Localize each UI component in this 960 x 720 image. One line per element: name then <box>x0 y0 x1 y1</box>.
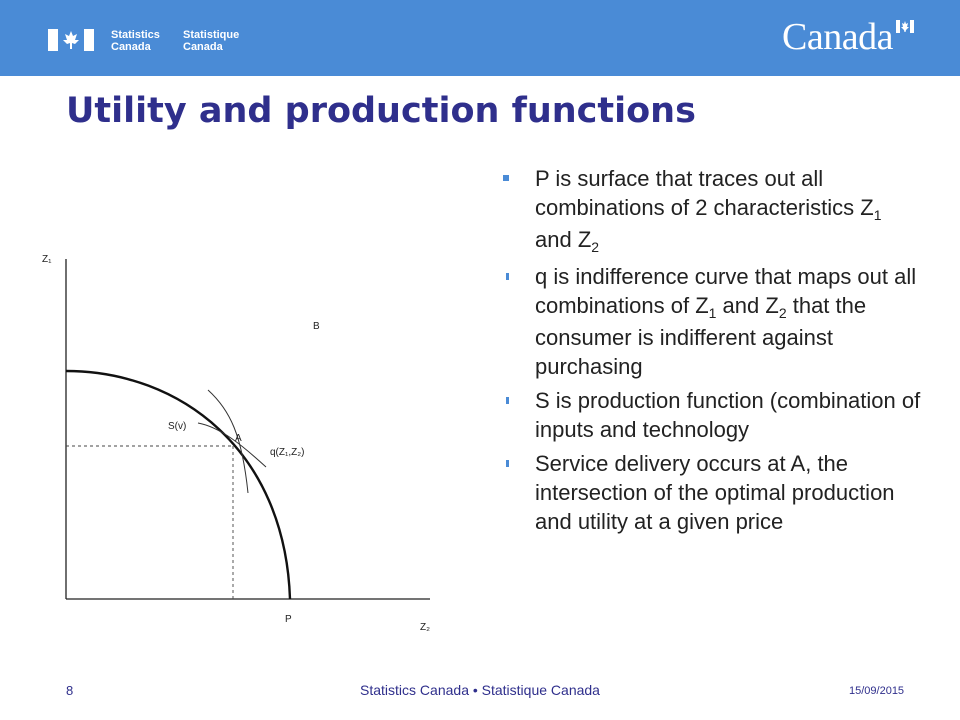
agency-fr-line-2: Canada <box>183 41 223 53</box>
bullet-marker-icon <box>506 273 509 280</box>
bullet-marker-icon <box>506 460 509 467</box>
subscript: 2 <box>591 239 600 255</box>
bullet-item <box>503 262 923 381</box>
subscript: 2 <box>778 305 787 321</box>
bullet-marker-icon <box>506 397 509 404</box>
bullet-text: P is surface that traces out all combinations of 2 characteristics Z <box>535 166 874 220</box>
bullet-text: Service delivery occurs at A, the intersection of the optimal production and utility at a given price <box>535 451 895 534</box>
slide-title: Utility and production functions <box>66 91 696 131</box>
point-b-label: B <box>313 321 320 332</box>
point-p-label: P <box>285 614 292 625</box>
bullet-text: S is production function (combination of inputs and technology <box>535 388 921 442</box>
bullet-text: that the consumer is indifferent against purchasing <box>535 293 867 379</box>
canada-wordmark <box>782 14 893 60</box>
canada-flag-icon <box>48 29 94 51</box>
bullet-text: and Z <box>535 227 592 252</box>
header-bar <box>0 0 960 76</box>
bullet-text: q is indifference curve that maps out all combinations of Z <box>535 264 917 318</box>
agency-fr-line-1: Statistique <box>183 29 240 41</box>
x-axis-label: Z₂ <box>420 622 430 633</box>
y-axis-label: Z₁ <box>42 254 52 265</box>
s-curve-label: S(v) <box>168 421 187 432</box>
wordmark-flag-icon <box>896 20 914 33</box>
production-function-s <box>208 390 248 493</box>
point-a-label: A <box>235 433 242 444</box>
bullet-text: and Z <box>716 293 779 318</box>
agency-en-line-2: Canada <box>111 41 151 53</box>
footer-date: 15/09/2015 <box>849 685 905 697</box>
wordmark-text: Canad <box>782 16 877 58</box>
indifference-curve-q <box>198 423 266 467</box>
subscript: 1 <box>708 305 717 321</box>
q-curve-label: q(Z₁,Z₂) <box>270 447 305 458</box>
bullet-item <box>503 386 923 444</box>
agency-en-line-1: Statistics <box>111 29 160 41</box>
subscript: 1 <box>873 207 882 223</box>
production-surface-p <box>66 371 290 599</box>
bullet-item <box>503 164 923 257</box>
bullet-list <box>503 164 923 541</box>
bullet-item <box>503 449 923 536</box>
agency-name-fr <box>183 29 239 53</box>
wordmark-final-letter: a <box>876 16 893 58</box>
utility-production-diagram <box>30 245 450 640</box>
footer-agency: Statistics Canada • Statistique Canada <box>360 682 600 698</box>
agency-name-en <box>111 29 160 53</box>
bullet-marker-icon <box>503 175 509 181</box>
page-number: 8 <box>66 683 74 698</box>
